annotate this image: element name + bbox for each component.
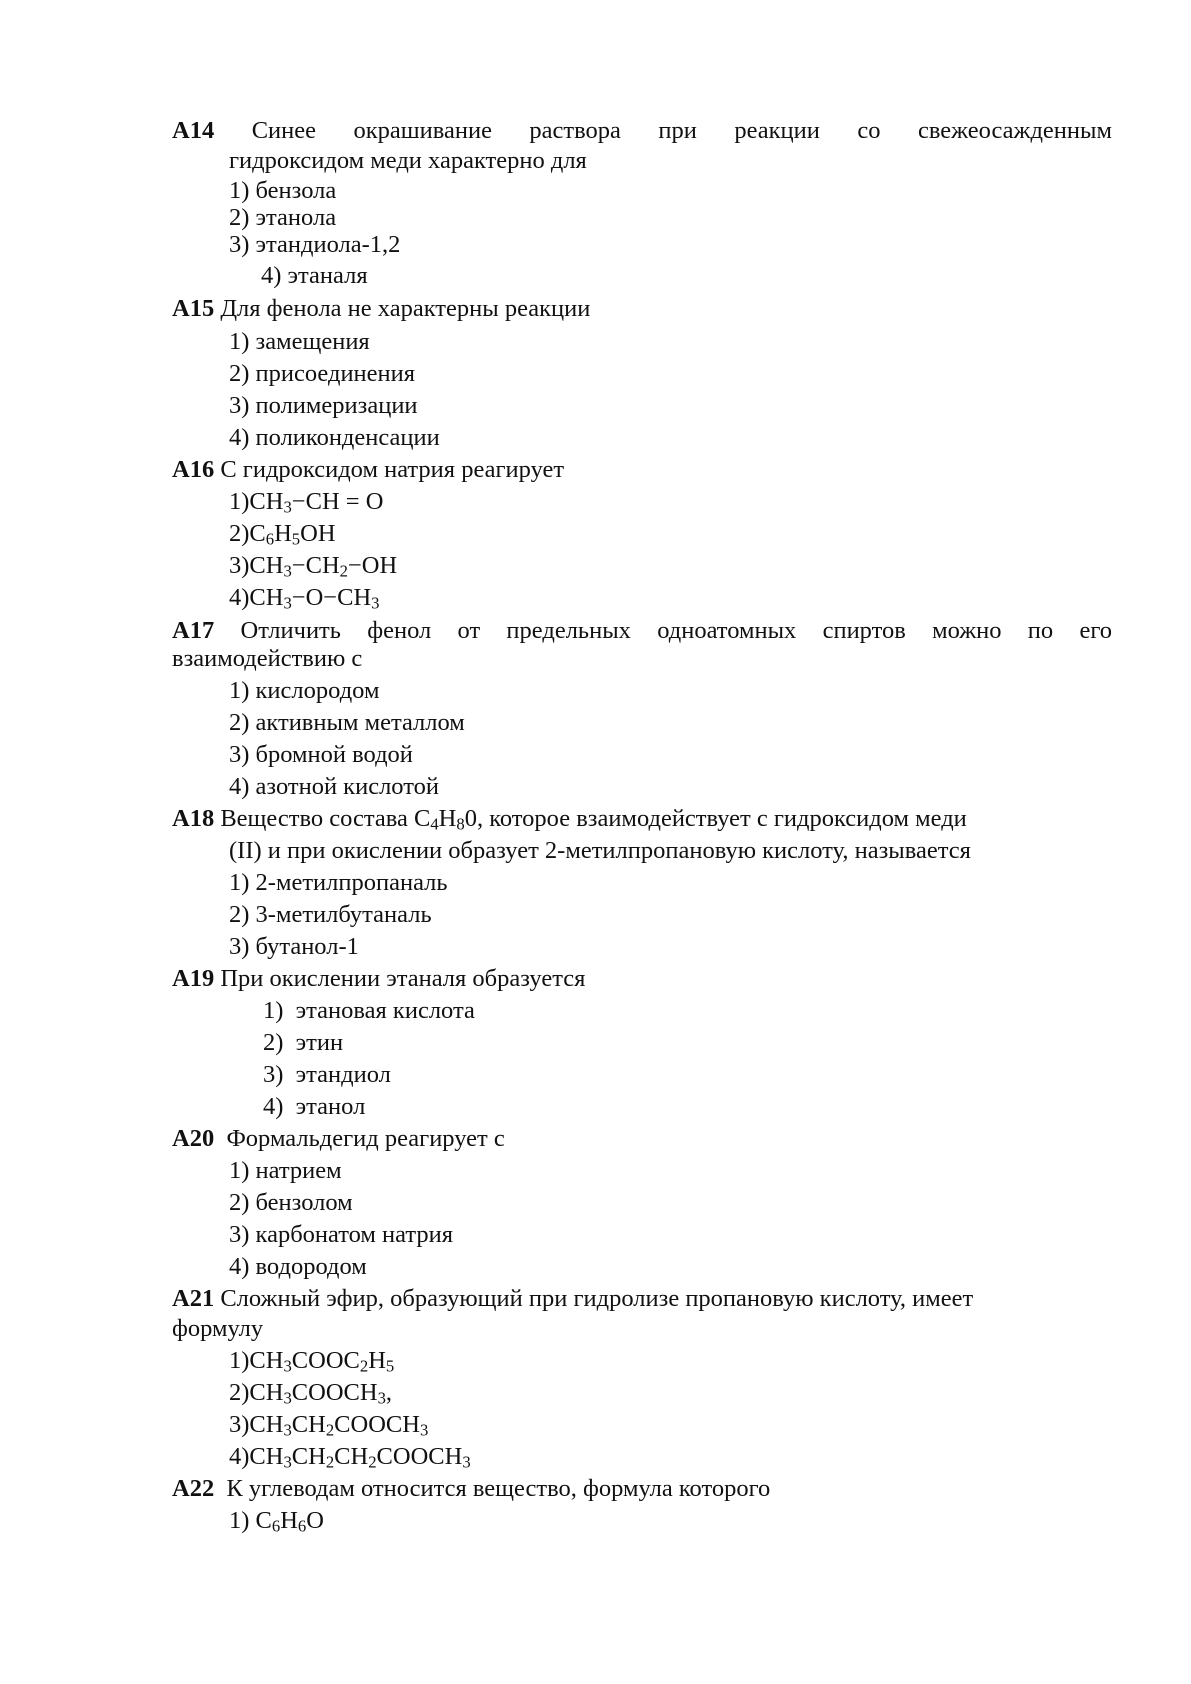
option: 2) этин (263, 1029, 344, 1056)
subscript: 5 (291, 529, 301, 549)
option-formula (229, 487, 383, 517)
question-number: А16 (172, 456, 215, 483)
option: 1) бензола (229, 177, 337, 204)
subscript: 2 (325, 1420, 335, 1440)
option: 1) замещения (229, 328, 370, 355)
option-number: 2) (229, 520, 250, 547)
subscript: 2 (325, 1452, 335, 1472)
option-formula (229, 1346, 394, 1376)
formula-part: COOCH (291, 1379, 378, 1406)
question-number: А15 (172, 295, 215, 322)
formula-part: H (368, 1347, 386, 1374)
formula-part: −OH (347, 552, 398, 579)
formula-part: H (280, 1507, 298, 1534)
formula-part: CH (249, 1443, 284, 1470)
question-text: При окислении этаналя образуется (220, 965, 586, 992)
option-number: 1) (229, 1507, 250, 1534)
subscript: 6 (265, 529, 275, 549)
option: 1) натрием (229, 1157, 342, 1184)
subscript: 3 (419, 1420, 429, 1440)
formula-part: COOCH (334, 1411, 420, 1438)
question-text-cont: гидроксидом меди характерно для (229, 147, 587, 174)
formula-part: −CH = O (291, 488, 384, 515)
formula-part: CH (291, 1443, 326, 1470)
formula-part: OH (300, 520, 336, 547)
question-number: А17 (172, 617, 215, 644)
option-number: 3) (229, 1411, 250, 1438)
subscript: 3 (283, 1388, 292, 1408)
option: 1) 2-метилпропаналь (229, 869, 448, 896)
question-a15 (172, 294, 590, 324)
option-formula (229, 1410, 428, 1440)
option: 4) азотной кислотой (229, 773, 439, 800)
question-text-cont: (II) и при окислении образует 2-метилпропановую кислоту, называется (229, 837, 971, 864)
formula-part: O (306, 1507, 324, 1534)
option: 1) кислородом (229, 677, 380, 704)
question-text: H (438, 805, 457, 832)
question-a19 (172, 964, 585, 994)
option: 2) присоединения (229, 360, 416, 387)
subscript: 3 (283, 497, 292, 517)
option: 3) этандиол (263, 1061, 391, 1088)
formula-part: , (385, 1379, 393, 1406)
subscript: 3 (283, 561, 292, 581)
option: 4) этанол (263, 1093, 366, 1120)
subscript: 8 (456, 814, 465, 834)
formula-part: C (249, 520, 266, 547)
subscript: 4 (430, 814, 439, 834)
subscript: 2 (339, 561, 348, 581)
formula-part: CH (249, 552, 284, 579)
question-number: А19 (172, 965, 215, 992)
question-a17 (172, 616, 1112, 646)
option-number: 3) (229, 552, 250, 579)
question-text: К углеводам относится вещество, формула которого (226, 1475, 771, 1502)
formula-part: C (255, 1507, 272, 1534)
question-a18 (172, 804, 967, 834)
subscript: 6 (271, 1516, 281, 1536)
question-text: Для фенола не характерны реакции (220, 295, 591, 322)
question-text: Формальдегид реагирует с (226, 1125, 505, 1152)
formula-part: CH (249, 1411, 284, 1438)
option: 2) 3-метилбутаналь (229, 901, 432, 928)
question-number: А22 (172, 1475, 215, 1502)
option: 4) водородом (229, 1253, 367, 1280)
option-number: 2) (229, 1379, 250, 1406)
formula-part: −CH (291, 552, 340, 579)
question-text: Синее окрашивание раствора при реакции со свежеосажденным (251, 117, 1112, 144)
formula-part: CH (249, 1347, 284, 1374)
formula-part: H (274, 520, 292, 547)
option: 2) активным металлом (229, 709, 465, 736)
option: 3) этандиола-1,2 (229, 231, 401, 258)
formula-part: COOCH (376, 1443, 463, 1470)
question-text: 0, которое взаимодействует с гидроксидом меди (464, 805, 967, 832)
option-formula (229, 1378, 392, 1408)
question-a22 (172, 1474, 770, 1504)
option-formula (229, 519, 336, 549)
option: 3) бутанол-1 (229, 933, 359, 960)
subscript: 3 (377, 1388, 386, 1408)
question-number: А21 (172, 1285, 215, 1312)
question-number: А14 (172, 117, 215, 144)
subscript: 3 (371, 593, 380, 613)
subscript: 2 (359, 1356, 369, 1376)
question-text: Вещество состава C (220, 805, 431, 832)
question-a16 (172, 455, 564, 485)
formula-part: CH (249, 488, 284, 515)
formula-part: CH (249, 584, 284, 611)
question-number: А18 (172, 805, 215, 832)
option: 2) этанола (229, 204, 337, 231)
option-formula (229, 583, 380, 613)
question-text-cont: формулу (172, 1315, 264, 1342)
subscript: 6 (297, 1516, 307, 1536)
option: 1) этановая кислота (263, 997, 475, 1024)
question-a20 (172, 1124, 505, 1154)
option-number: 1) (229, 1347, 250, 1374)
option: 2) бензолом (229, 1189, 353, 1216)
option: 3) карбонатом натрия (229, 1221, 454, 1248)
option-number: 4) (229, 1443, 250, 1470)
option-formula (229, 1506, 324, 1536)
question-number: А20 (172, 1125, 215, 1152)
formula-part: CH (249, 1379, 284, 1406)
formula-part: CH (334, 1443, 369, 1470)
subscript: 3 (283, 1356, 292, 1376)
option-number: 4) (229, 584, 250, 611)
option-number: 1) (229, 488, 250, 515)
question-text-cont: взаимодействию с (172, 645, 363, 672)
option: 3) полимеризации (229, 392, 418, 419)
question-text: С гидроксидом натрия реагирует (220, 456, 565, 483)
option-formula (229, 1442, 471, 1472)
subscript: 2 (368, 1452, 377, 1472)
option: 3) бромной водой (229, 741, 413, 768)
subscript: 3 (462, 1452, 471, 1472)
option-formula (229, 551, 397, 581)
formula-part: CH (291, 1411, 326, 1438)
formula-part: COOC (291, 1347, 360, 1374)
question-text: Сложный эфир, образующий при гидролизе пропановую кислоту, имеет (220, 1285, 974, 1312)
subscript: 3 (283, 1420, 292, 1440)
question-text: Отличить фенол от предельных одноатомных спиртов можно по его (240, 617, 1113, 644)
subscript: 3 (283, 593, 292, 613)
formula-part: −O−CH (291, 584, 372, 611)
question-a21 (172, 1284, 973, 1314)
subscript: 3 (283, 1452, 292, 1472)
option: 4) поликонденсации (229, 424, 440, 451)
question-a14 (172, 116, 1112, 146)
subscript: 5 (385, 1356, 395, 1376)
option: 4) этаналя (261, 262, 368, 289)
